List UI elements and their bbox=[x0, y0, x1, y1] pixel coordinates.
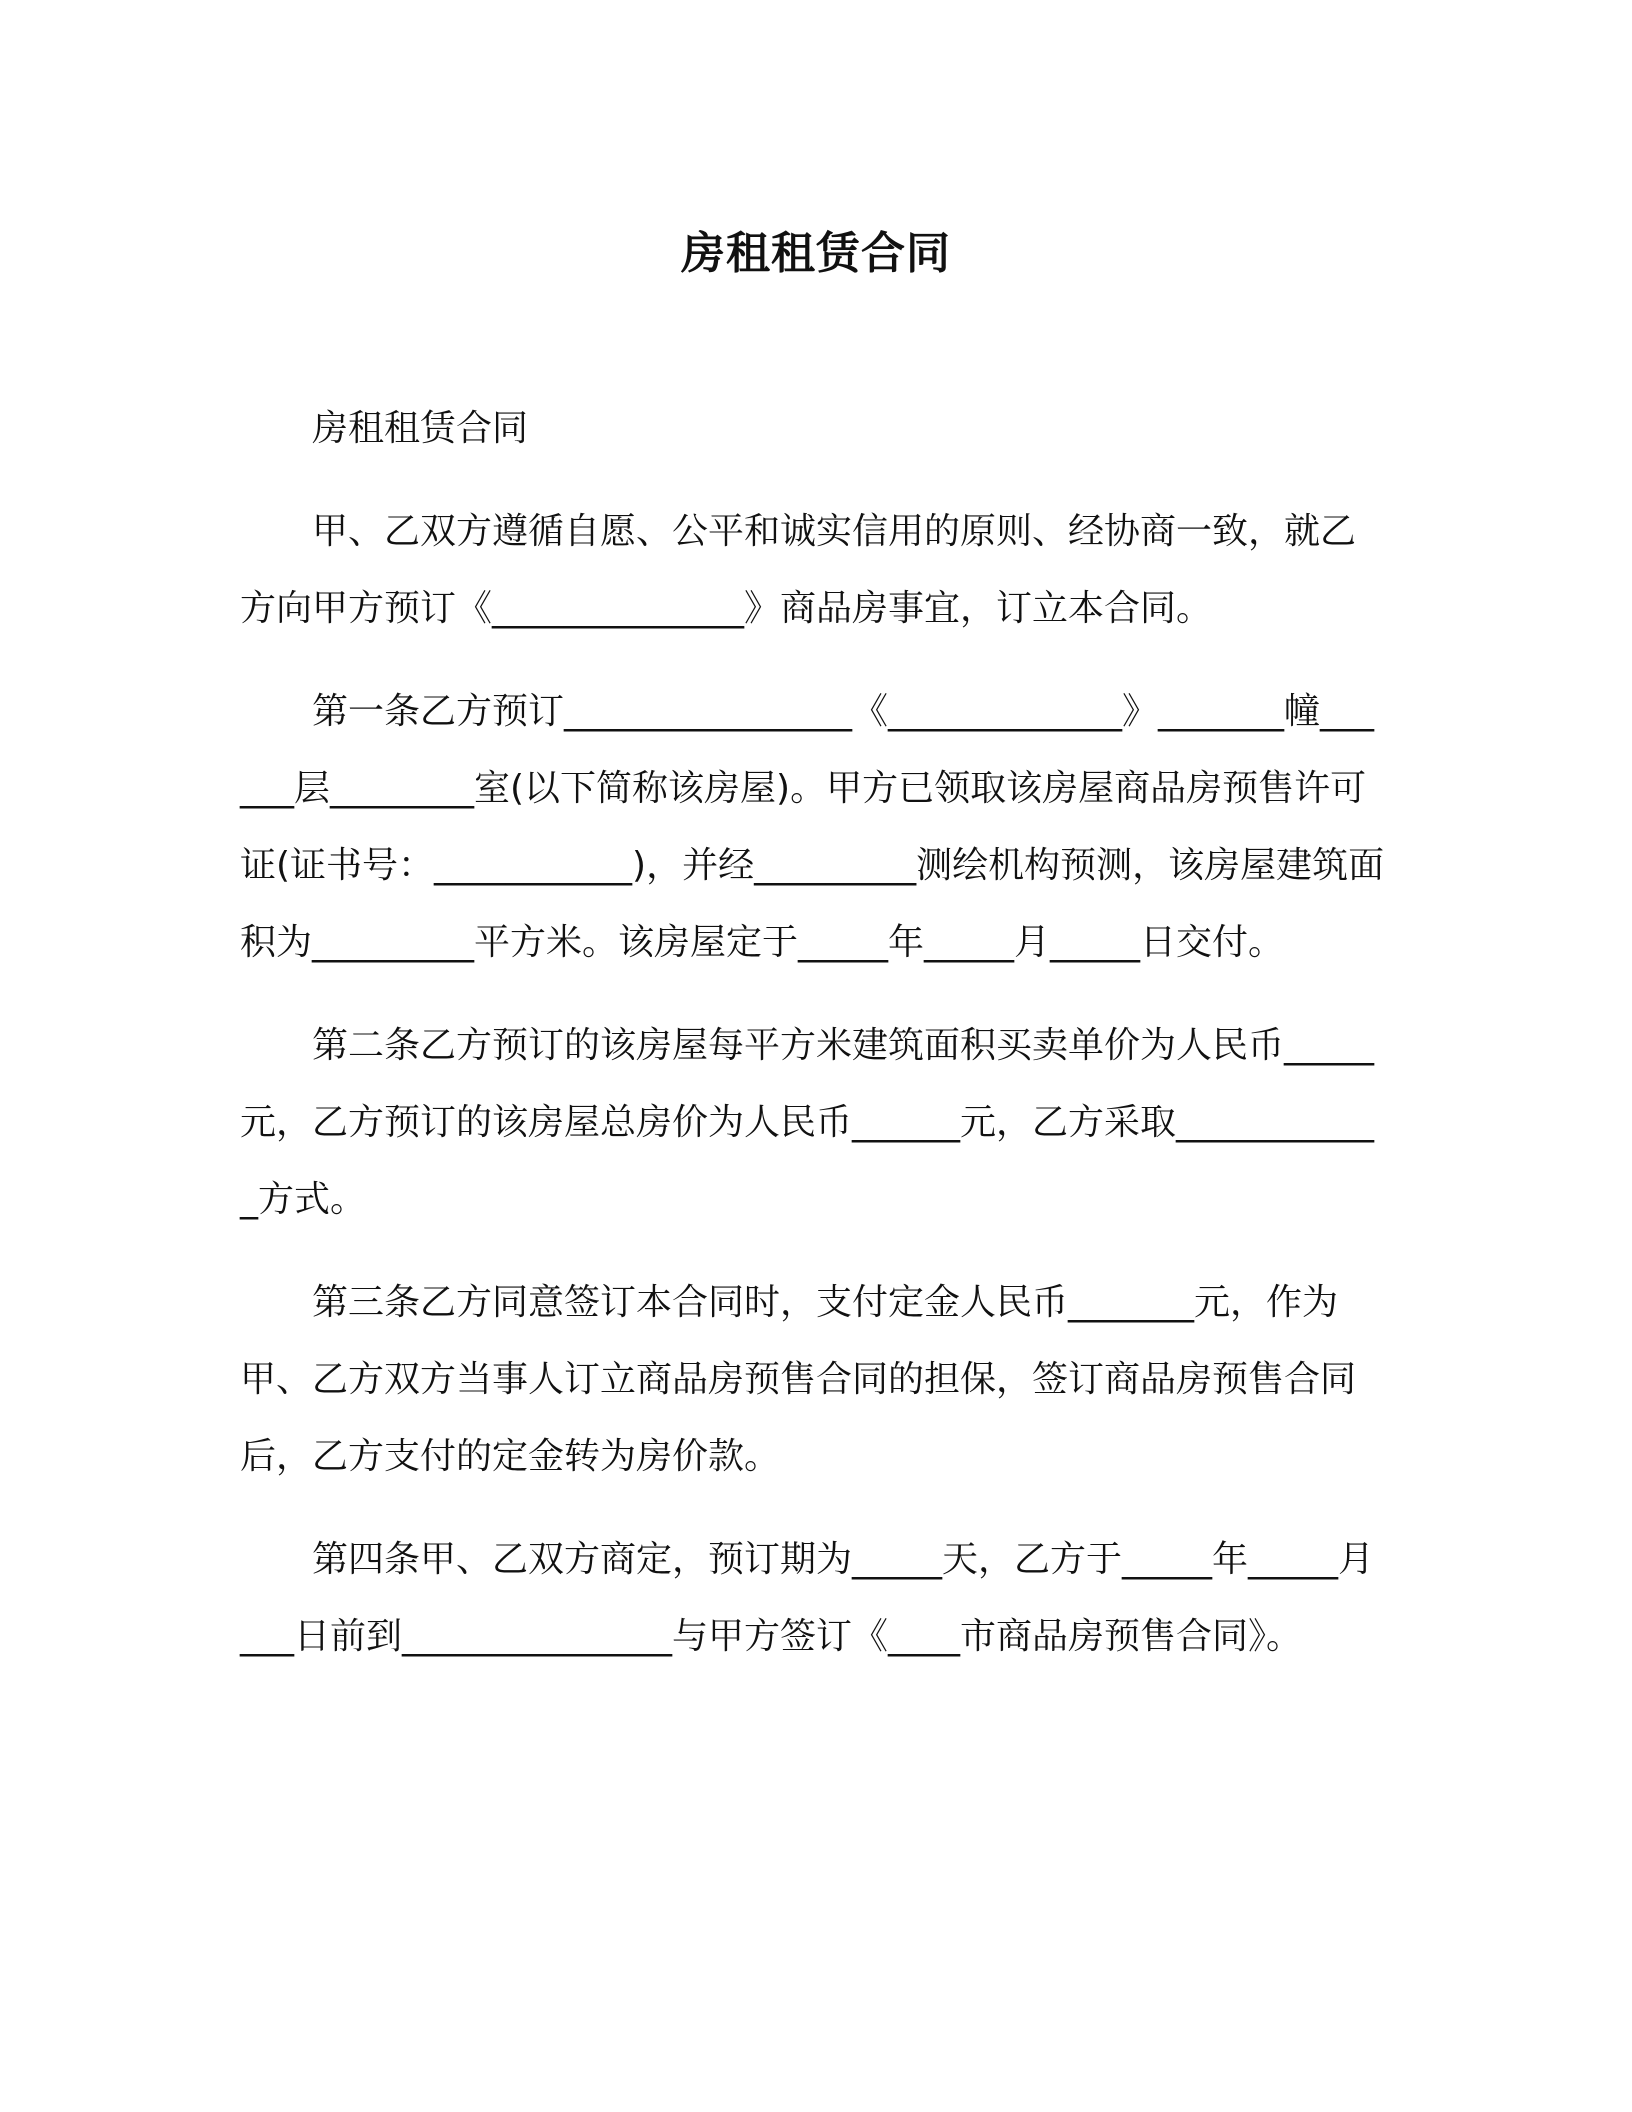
paragraph-article-2: 第二条乙方预订的该房屋每平方米建筑面积买卖单价为人民币_____元，乙方预订的该房屋总房价为人民币______元，乙方采取____________方式。 bbox=[240, 1025, 1375, 1220]
document-title: 房租租赁合同 bbox=[681, 228, 951, 279]
paragraph-article-4: 第四条甲、乙双方商定，预订期为_____天，乙方于_____年_____月___日前到_______________与甲方签订《____市商品房预售合同》。 bbox=[240, 1539, 1375, 1657]
paragraph-preamble: 甲、乙双方遵循自愿、公平和诚实信用的原则、经协商一致，就乙方向甲方预订《______________》商品房事宜，订立本合同。 bbox=[240, 511, 1357, 629]
paragraph-heading: 房租租赁合同 bbox=[312, 408, 529, 449]
document-body bbox=[240, 390, 1390, 1701]
paragraph-article-1: 第一条乙方预订________________《_____________》_______幢______层________室(以下简称该房屋)。甲方已领取该房屋商品房预售许可证(证书号：___________)，并经_________测绘机构预测，该房屋建筑面积为_________平方米。该房屋定于_____年_____月_____日交付。 bbox=[240, 691, 1385, 963]
paragraph-article-3: 第三条乙方同意签订本合同时，支付定金人民币_______元，作为甲、乙方双方当事人订立商品房预售合同的担保，签订商品房预售合同后，乙方支付的定金转为房价款。 bbox=[240, 1282, 1357, 1477]
